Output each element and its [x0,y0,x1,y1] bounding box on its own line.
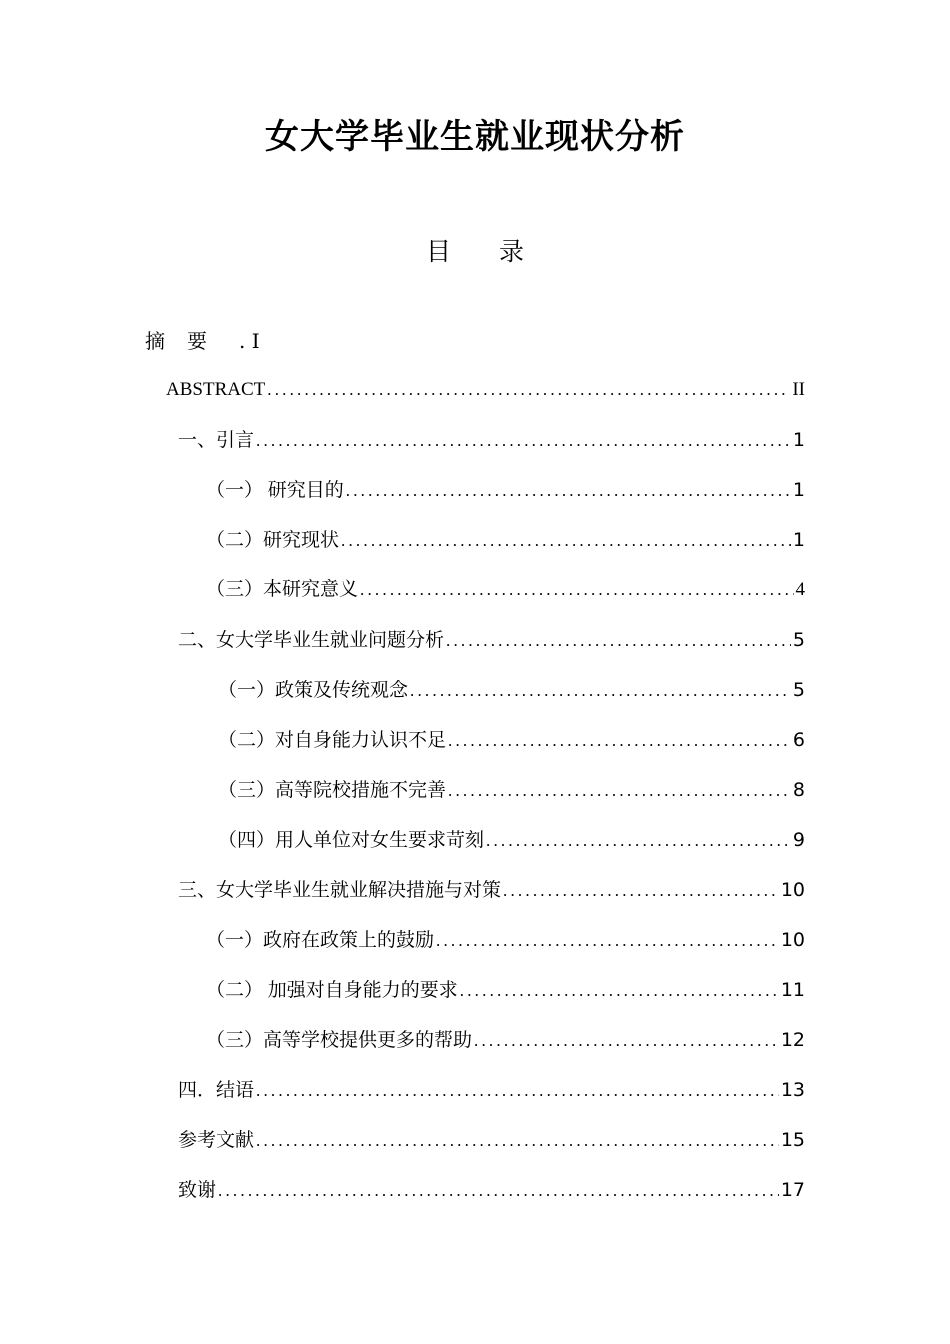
toc-entry-label: 致谢 [178,1179,217,1201]
toc-dot-leader [216,1176,779,1205]
toc-page-number: 9 [792,829,805,851]
toc-entry-label: 四．结语 [178,1079,255,1101]
toc-dot-leader [358,575,793,605]
toc-entry [178,1075,805,1105]
toc-page-number: 1 [792,479,805,501]
toc-heading-char-1: 目 [425,237,451,266]
toc-entry-label: 参考文献 [178,1129,255,1151]
toc-entry [178,875,805,905]
toc-entry-label: （一）政策及传统观念 [218,680,409,701]
toc-page-number: 1 [792,529,805,551]
toc-page-number: 11 [780,979,805,1001]
toc-dot-leader [344,476,791,505]
toc-entry [206,475,805,505]
toc-dot-leader [434,926,779,955]
toc-entry [218,675,805,705]
toc-entry-label: （二） 加强对自身能力的要求 [206,980,458,1001]
toc-dot-leader [339,526,791,555]
toc-dot-leader [458,976,779,1005]
toc-entry-label: （一）政府在政策上的鼓励 [206,930,435,951]
toc-entry [206,525,805,555]
toc-entry [178,1125,805,1155]
toc-entry [178,425,805,455]
toc-page-number: 10 [780,929,805,951]
toc-entry-label: （四）用人单位对女生要求苛刻 [218,830,485,851]
toc-page-number: 5 [792,629,805,651]
toc-page-number: 12 [780,1029,805,1051]
toc-page-number: II [792,379,805,400]
toc-entry-label: （三）本研究意义 [206,579,359,600]
toc-entry [166,375,805,405]
toc-dot-leader [501,876,779,905]
toc-dot-leader [484,826,791,855]
toc-page-number: 5 [792,679,805,701]
toc-abstract-char-2: 要 [187,329,207,353]
toc-entry-label: （二）研究现状 [206,530,340,551]
toc-entry-label: （三）高等学校提供更多的帮助 [206,1030,473,1051]
toc-dot-leader [472,1026,779,1055]
toc-entry [218,825,805,855]
toc-dot-leader [444,626,791,655]
toc-page-number: 17 [780,1179,805,1201]
toc-entry-label: 一、引言 [178,429,255,451]
toc-entry [206,925,805,955]
toc-entry-label: （三）高等院校措施不完善 [218,780,447,801]
toc-entry [218,725,805,755]
toc-page-number: 10 [780,879,805,901]
toc-page-number: 8 [792,779,805,801]
toc-page-number: . I [239,329,260,353]
toc-heading-char-2: 录 [499,237,525,266]
toc-dot-leader [446,776,791,805]
toc-entry-abstract-cn [145,326,260,356]
toc-page-number: 6 [792,729,805,751]
toc-page-number: 4 [795,579,805,600]
toc-entry-label: 三、女大学毕业生就业解决措施与对策 [178,879,502,901]
toc-entry [206,575,805,605]
document-title: 女大学毕业生就业现状分析 [265,117,685,157]
toc-entry [218,775,805,805]
toc-dot-leader [254,1076,779,1105]
toc-entry [178,625,805,655]
toc-dot-leader [446,726,791,755]
toc-page-number: 15 [780,1129,805,1151]
toc-entry-label: （二）对自身能力认识不足 [218,730,447,751]
toc-entry-label: 二、女大学毕业生就业问题分析 [178,629,445,651]
toc-entry [206,1025,805,1055]
toc-dot-leader [265,375,790,405]
toc-heading [0,232,950,272]
toc-dot-leader [254,426,791,455]
toc-entry [206,975,805,1005]
toc-dot-leader [254,1126,779,1155]
toc-entry-label: ABSTRACT [166,379,266,400]
toc-entry [178,1175,805,1205]
toc-page-number: 1 [792,429,805,451]
toc-page-number: 13 [780,1079,805,1101]
toc-dot-leader [408,676,791,705]
toc-entry-label: （一） 研究目的 [206,480,344,501]
toc-abstract-char-1: 摘 [145,329,165,353]
